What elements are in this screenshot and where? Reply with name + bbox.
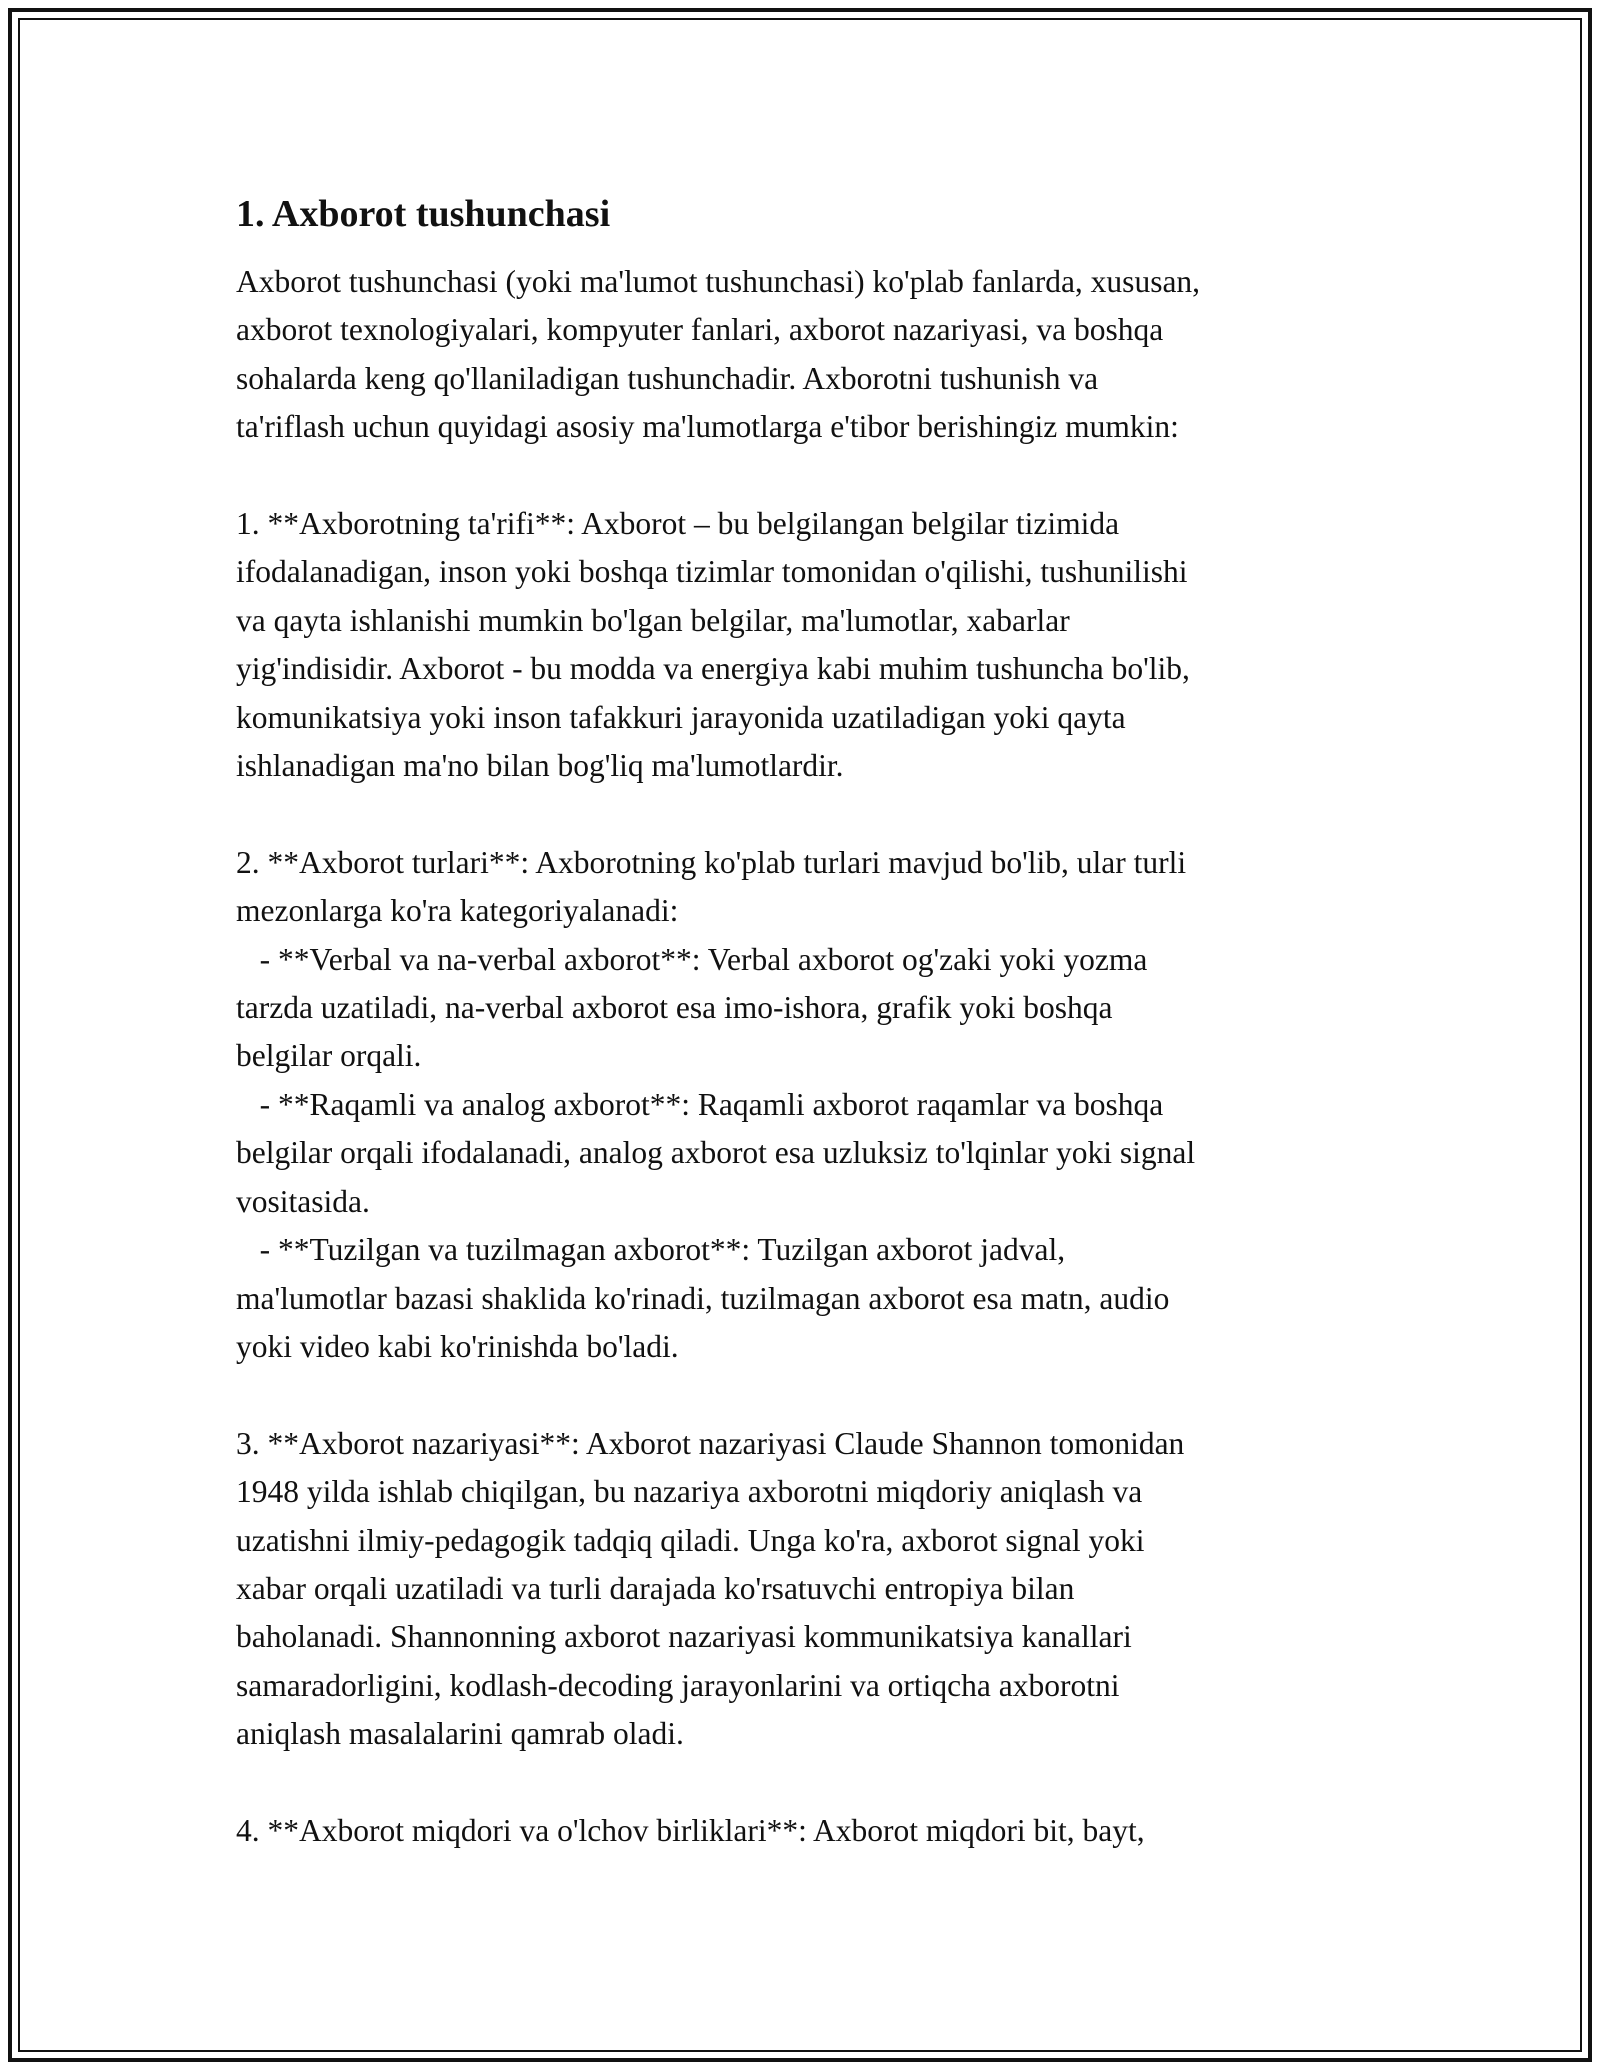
text-line: axborot texnologiyalari, kompyuter fanlari, axborot nazariyasi, va boshqa [236, 312, 1164, 348]
text-line: - **Raqamli va analog axborot**: Raqamli axborot raqamlar va boshqa [236, 1086, 1164, 1122]
text-line: tarzda uzatiladi, na-verbal axborot esa imo-ishora, grafik yoki boshqa [236, 990, 1113, 1026]
text-line: ifodalanadigan, inson yoki boshqa tizimlar tomonidan o'qilishi, tushunilishi [236, 554, 1188, 590]
text-line: baholanadi. Shannonning axborot nazariyasi kommunikatsiya kanallari [236, 1619, 1132, 1655]
text-line: va qayta ishlanishi mumkin bo'lgan belgilar, ma'lumotlar, xabarlar [236, 602, 1070, 638]
text-line: yoki video kabi ko'rinishda bo'ladi. [236, 1328, 679, 1364]
text-line: - **Verbal va na-verbal axborot**: Verbal axborot og'zaki yoki yozma [236, 941, 1148, 977]
text-line: aniqlash masalalarini qamrab oladi. [236, 1716, 684, 1752]
text-line: belgilar orqali ifodalanadi, analog axborot esa uzluksiz to'lqinlar yoki signal [236, 1135, 1196, 1171]
text-line: ta'riflash uchun quyidagi asosiy ma'lumotlarga e'tibor berishingiz mumkin: [236, 409, 1179, 445]
text-line: 2. **Axborot turlari**: Axborotning ko'plab turlari mavjud bo'lib, ular turli [236, 844, 1187, 880]
text-line: 1948 yilda ishlab chiqilgan, bu nazariya axborotni miqdoriy aniqlash va [236, 1474, 1143, 1510]
document-content [236, 190, 1386, 1855]
document-body [236, 258, 1386, 1855]
text-line: belgilar orqali. [236, 1038, 422, 1074]
text-line: Axborot tushunchasi (yoki ma'lumot tushunchasi) ko'plab fanlarda, xususan, [236, 264, 1201, 299]
text-line: - **Tuzilgan va tuzilmagan axborot**: Tuzilgan axborot jadval, [236, 1232, 1066, 1268]
text-line [236, 790, 1386, 838]
text-line: mezonlarga ko'ra kategoriyalanadi: [236, 893, 679, 929]
text-line: 3. **Axborot nazariyasi**: Axborot nazariyasi Claude Shannon tomonidan [236, 1425, 1185, 1461]
text-line: ma'lumotlar bazasi shaklida ko'rinadi, tuzilmagan axborot esa matn, audio [236, 1280, 1170, 1316]
text-line [236, 1759, 1386, 1807]
text-line: vositasida. [236, 1183, 370, 1219]
text-line: xabar orqali uzatiladi va turli darajada ko'rsatuvchi entropiya bilan [236, 1570, 1075, 1606]
text-line [236, 1371, 1386, 1419]
text-line: 4. **Axborot miqdori va o'lchov birliklari**: Axborot miqdori bit, bayt, [236, 1812, 1145, 1848]
text-line: sohalarda keng qo'llaniladigan tushunchadir. Axborotni tushunish va [236, 360, 1099, 396]
text-line [236, 452, 1386, 500]
document-heading: 1. Axborot tushunchasi [236, 193, 611, 235]
text-line: ishlanadigan ma'no bilan bog'liq ma'lumotlardir. [236, 748, 844, 784]
text-line: 1. **Axborotning ta'rifi**: Axborot – bu belgilangan belgilar tizimida [236, 506, 1120, 542]
text-line: uzatishni ilmiy-pedagogik tadqiq qiladi. Unga ko'ra, axborot signal yoki [236, 1522, 1145, 1558]
text-line: komunikatsiya yoki inson tafakkuri jarayonida uzatiladigan yoki qayta [236, 699, 1126, 735]
text-line: yig'indisidir. Axborot - bu modda va energiya kabi muhim tushuncha bo'lib, [236, 651, 1190, 687]
text-line: samaradorligini, kodlash-decoding jarayonlarini va ortiqcha axborotni [236, 1667, 1120, 1703]
